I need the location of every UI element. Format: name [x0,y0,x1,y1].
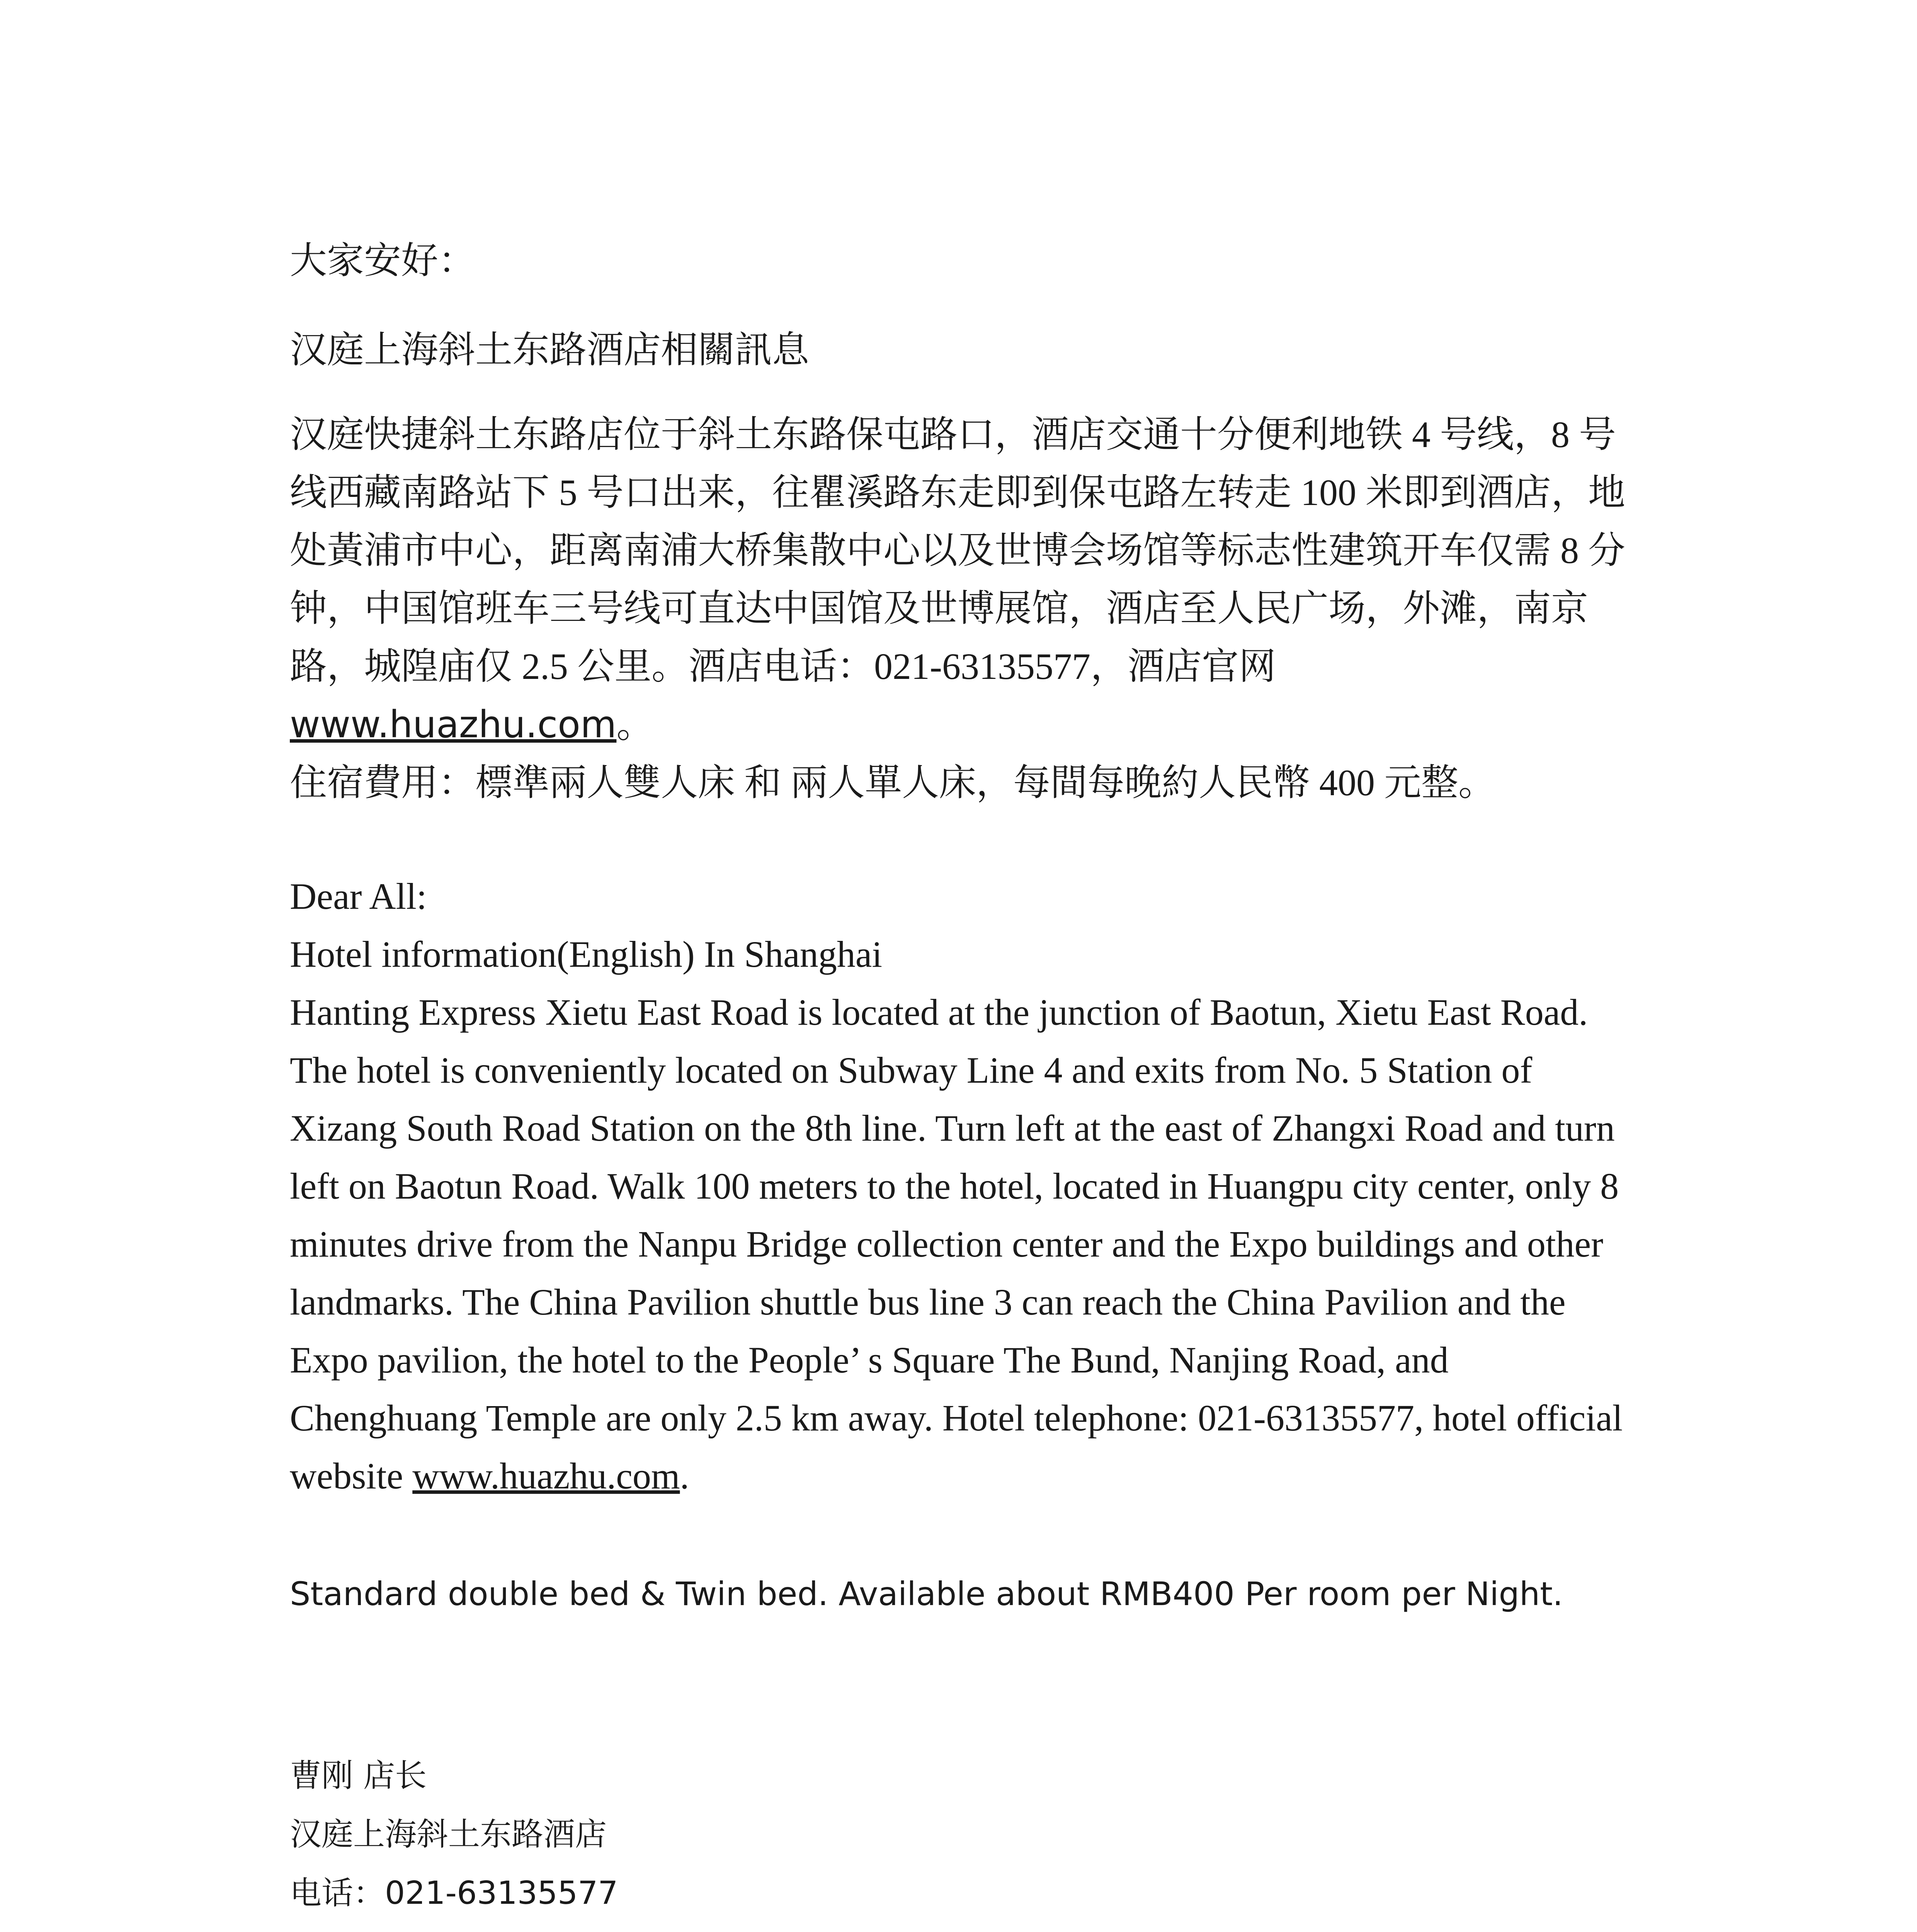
signature-name: 曹刚 店长 [290,1757,427,1794]
english-paragraph [290,983,1642,1505]
chinese-paragraph [290,406,1642,754]
chinese-paragraph-end: 。 [616,704,654,745]
signature-phone: 电话：021-63135577 [290,1875,618,1912]
english-description [290,867,1642,1505]
english-paragraph-text: Hanting Express Xietu East Road is located at the junction of Baotun, Xietu East Road. The hotel is conveniently located on Subway Line 4 and exits from No. 5 Station of Xizang South Road Station on the 8th line. Turn left at the east of Zhangxi Road and turn left on Baotun Road. Walk 100 meters to the hotel, located in Huangpu city center, only 8 minutes drive from the Nanpu Bridge collection center and the Expo buildings and other landmarks. The China Pavilion shuttle bus line 3 can reach the China Pavilion and the Expo pavilion, the hotel to the People’ s Square The Bund, Nanjing Road, and Chenghuang Temple are only 2.5 km away. Hotel telephone: 021-63135577, hotel official website [290,992,1623,1497]
english-paragraph-end: . [680,1455,689,1497]
signature-hotel: 汉庭上海斜土东路酒店 [290,1816,607,1853]
signature-mobile [290,1923,1642,1932]
signature-block [290,1747,1642,1932]
title-suffix: 相關訊息 [661,329,809,371]
chinese-paragraph-text: 汉庭快捷斜土东路店位于斜土东路保屯路口，酒店交通十分便利地铁 4 号线，8 号线西藏南路站下 5 号口出来，往瞿溪路东走即到保屯路左转走 100 米即到酒店，地处黃浦市中心，距离南浦大桥集散中心以及世博会场馆等标志性建筑开车仅需 8 分钟，中国馆班车三号线可直达中国馆及世博展馆，酒店至人民广场，外滩，南京路，城隍庙仅 2.5 公里。酒店电话：021-63135577，酒店官网 [290,414,1625,687]
english-website-link[interactable]: www.huazhu.com [412,1455,680,1497]
hotel-name: 汉庭上海斜土东路酒店 [290,328,661,371]
chinese-fee-line: 住宿費用：標準兩人雙人床 和 兩人單人床，每間每晚約人民幣 400 元整。 [290,762,1495,803]
room-rate-line: Standard double bed & Twin bed. Available about RMB400 Per room per Night. [290,1575,1563,1613]
chinese-greeting: 大家安好： [290,240,475,281]
chinese-description [290,406,1642,812]
english-title: Hotel information(English) In Shanghai [290,934,883,975]
chinese-website-link[interactable]: www.huazhu.com [290,703,617,746]
english-greeting: Dear All: [290,876,427,917]
chinese-title [290,321,1642,379]
